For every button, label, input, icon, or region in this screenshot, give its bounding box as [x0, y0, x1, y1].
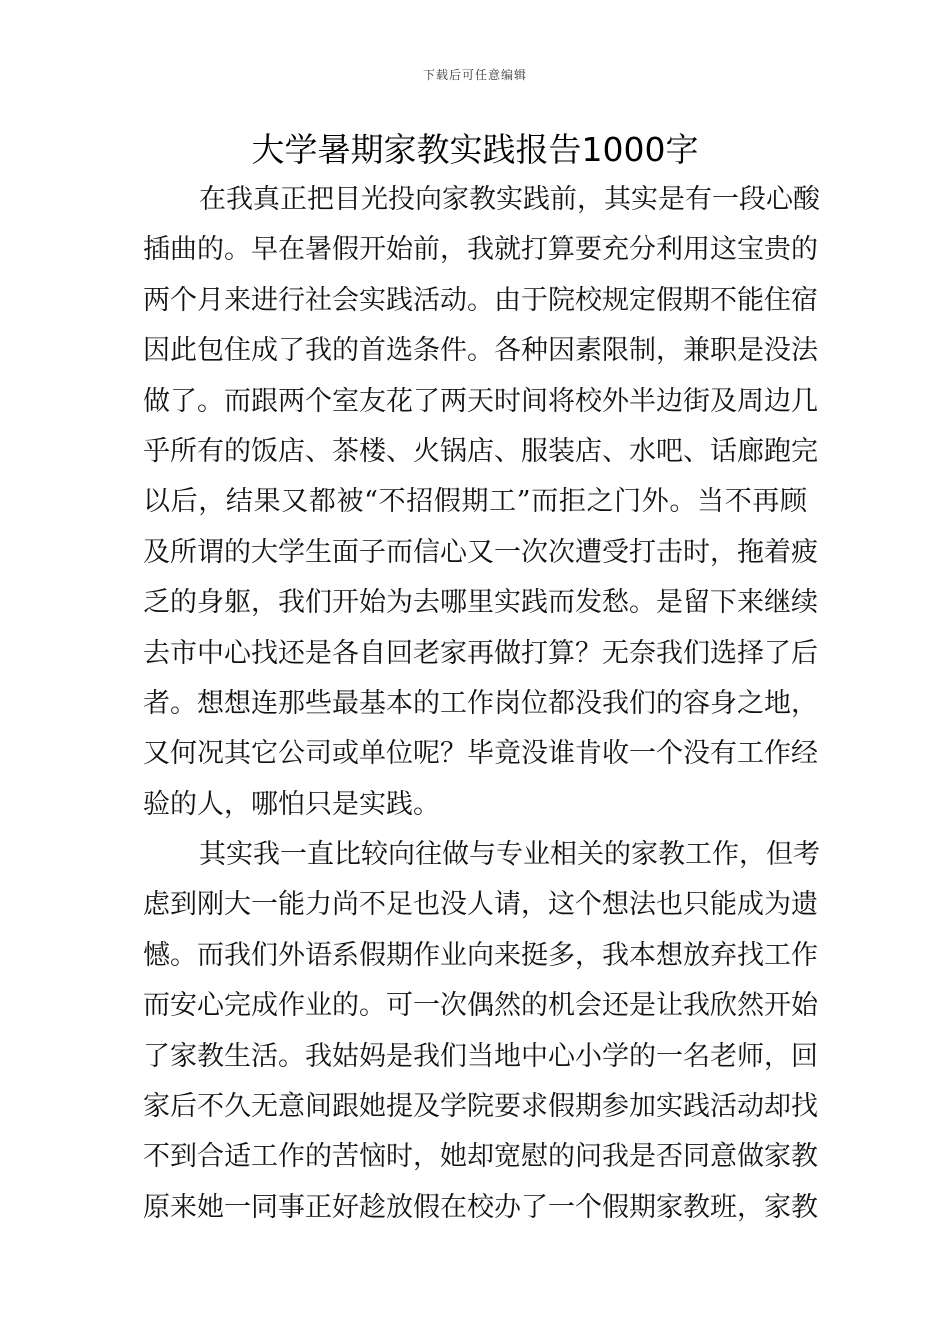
text-line: 者。想想连那些最基本的工作岗位都没我们的容身之地， [143, 687, 818, 719]
text-line: 及所谓的大学生面子而信心又一次次遭受打击时，拖着疲 [143, 536, 818, 568]
text-line: 不到合适工作的苦恼时，她却宽慰的问我是否同意做家教 [143, 1141, 818, 1173]
text-line: 憾。而我们外语系假期作业向来挺多，我本想放弃找工作 [143, 939, 818, 971]
paragraph-2 [143, 830, 820, 1233]
text-line: 乏的身躯，我们开始为去哪里实践而发愁。是留下来继续 [143, 587, 818, 619]
text-line: 两个月来进行社会实践活动。由于院校规定假期不能住宿 [143, 284, 818, 316]
text-line: 而安心完成作业的。可一次偶然的机会还是让我欣然开始 [143, 990, 818, 1022]
document-title: 大学暑期家教实践报告1000字 [251, 130, 699, 169]
text-line: 在我真正把目光投向家教实践前，其实是有一段心酸 [199, 184, 820, 215]
text-line: 插曲的。早在暑假开始前，我就打算要充分利用这宝贵的 [143, 234, 818, 266]
text-line: 原来她一同事正好趁放假在校办了一个假期家教班，家教 [143, 1191, 818, 1223]
paragraph-1 [143, 175, 820, 830]
text-line: 其实我一直比较向往做与专业相关的家教工作，但考 [199, 839, 820, 871]
text-line: 去市中心找还是各自回老家再做打算？无奈我们选择了后 [143, 637, 818, 669]
text-line: 了家教生活。我姑妈是我们当地中心小学的一名老师，回 [143, 1040, 818, 1072]
text-line: 做了。而跟两个室友花了两天时间将校外半边街及周边几 [143, 385, 818, 417]
text-line: 因此包住成了我的首选条件。各种因素限制，兼职是没法 [143, 335, 818, 367]
document-body [143, 175, 820, 1233]
text-line: 验的人，哪怕只是实践。 [143, 788, 440, 820]
text-line: 乎所有的饭店、茶楼、火锅店、服装店、水吧、话廊跑完 [143, 435, 818, 467]
text-line: 家后不久无意间跟她提及学院要求假期参加实践活动却找 [143, 1091, 818, 1123]
text-line: 又何况其它公司或单位呢？毕竟没谁肯收一个没有工作经 [143, 738, 818, 770]
text-line: 以后，结果又都被“不招假期工”而拒之门外。当不再顾 [143, 486, 807, 518]
header-note: 下载后可任意编辑 [422, 68, 527, 82]
text-line: 虑到刚大一能力尚不足也没人请，这个想法也只能成为遗 [143, 889, 818, 921]
